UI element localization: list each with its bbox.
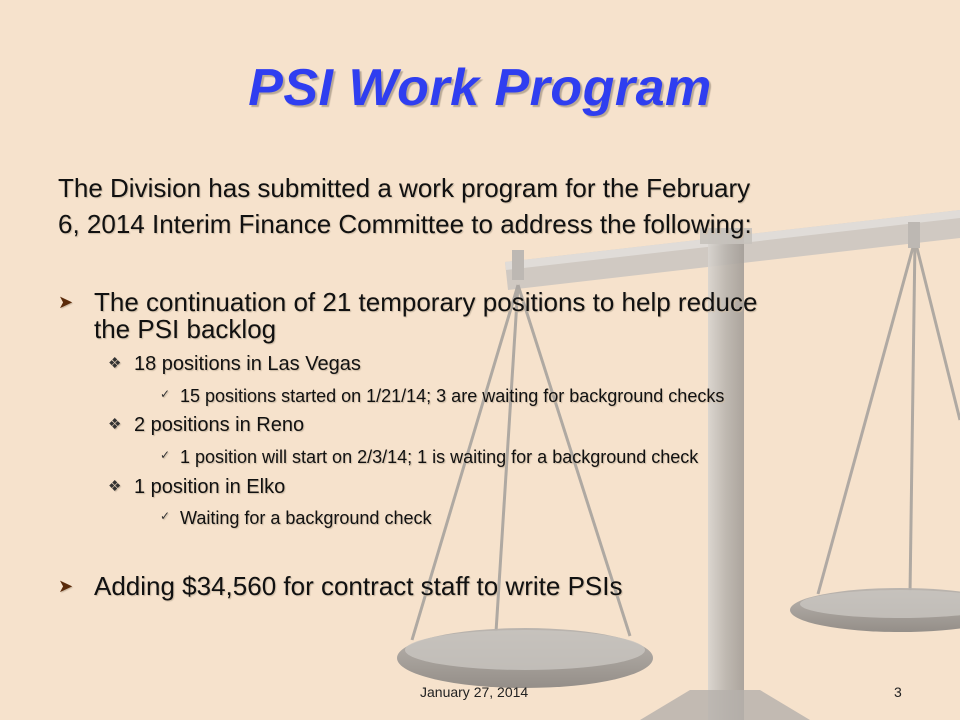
bullet-text: 18 positions in Las Vegas: [134, 353, 361, 375]
diamond-bullet-icon: ❖: [108, 478, 122, 495]
page-number: 3: [894, 684, 902, 700]
arrow-bullet-icon: ➤: [58, 292, 74, 312]
checkmark-icon: ✓: [160, 387, 171, 401]
bullet-text: 1 position will start on 2/3/14; 1 is waiting for a background check: [180, 447, 699, 467]
footer-date: January 27, 2014: [420, 684, 529, 700]
intro-paragraph: [58, 170, 938, 242]
intro-line-1: The Division has submitted a work program for the February: [58, 173, 751, 203]
arrow-bullet-icon: ➤: [58, 576, 74, 596]
bullet-text: Waiting for a background check: [180, 508, 432, 528]
bullet-text: 1 position in Elko: [134, 476, 286, 498]
checkmark-icon: ✓: [160, 509, 171, 523]
bullet-text-cont: the PSI backlog: [94, 314, 277, 344]
bullet-text: 2 positions in Reno: [134, 414, 305, 436]
diamond-bullet-icon: ❖: [108, 416, 122, 433]
bullet-text: Adding $34,560 for contract staff to write PSIs: [94, 571, 623, 601]
bullet-text: The continuation of 21 temporary positions to help reduce: [94, 287, 758, 317]
bullet-text: 15 positions started on 1/21/14; 3 are waiting for background checks: [180, 386, 725, 406]
slide-title: PSI Work Program: [248, 59, 712, 117]
checkmark-icon: ✓: [160, 448, 171, 462]
intro-line-2: 6, 2014 Interim Finance Committee to address the following:: [58, 209, 752, 239]
diamond-bullet-icon: ❖: [108, 355, 122, 372]
